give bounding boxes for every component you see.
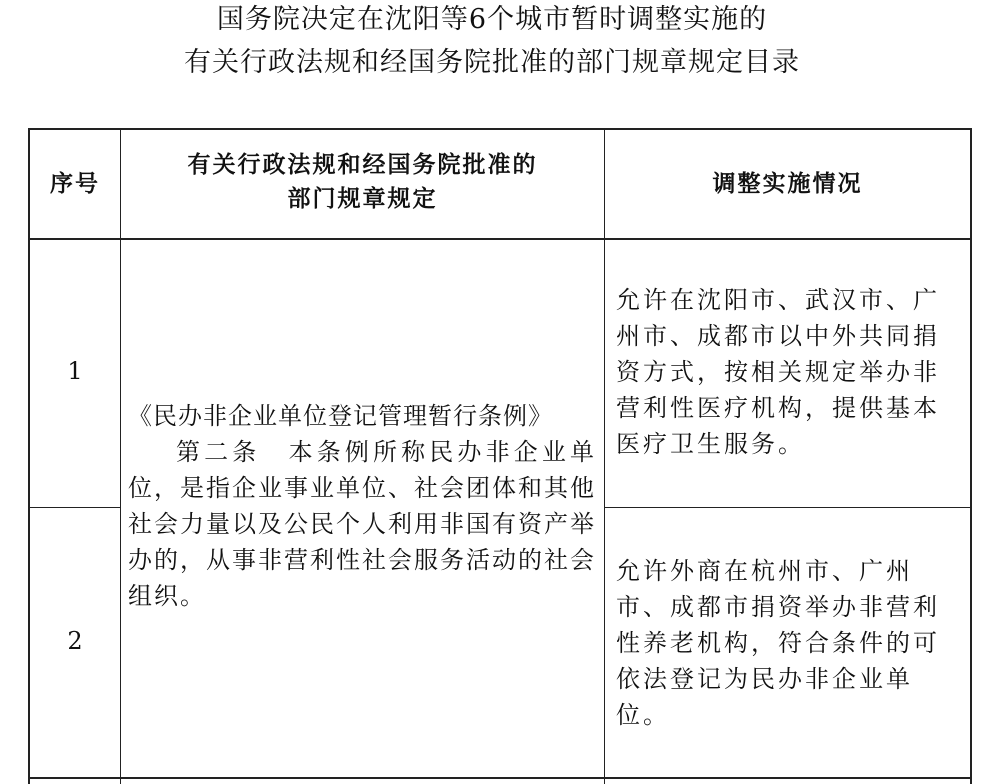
row1-bottom-border-seq: [28, 507, 121, 508]
row-1-seq: 1: [67, 357, 83, 385]
table-top-border: [28, 128, 972, 130]
header-regulation: [121, 148, 604, 216]
header-seq: 序号: [50, 171, 100, 197]
row-2-adjustment: 允许外商在杭州市、广州市、成都市捐资举办非营利性养老机构，符合条件的可依法登记为民办非企业单位。: [616, 557, 940, 729]
row-2-seq: 2: [67, 627, 83, 655]
header-regulation-line-1: 有关行政法规和经国务院批准的: [187, 152, 538, 178]
table-right-border: [970, 128, 972, 784]
table-left-border: [28, 128, 30, 784]
header-adjustment: 调整实施情况: [712, 171, 863, 197]
row-1-adjustment: 允许在沈阳市、武汉市、广州市、成都市以中外共同捐资方式，按相关规定举办非营利性医疗机构，提供基本医疗卫生服务。: [616, 286, 940, 458]
regulation-name: 《民办非企业单位登记管理暂行条例》: [128, 402, 553, 430]
document-title-line-1: 国务院决定在沈阳等6个城市暂时调整实施的: [216, 4, 768, 35]
header-bottom-border: [28, 238, 972, 240]
regulation-cell: [128, 398, 596, 614]
document-title-line-2: 有关行政法规和经国务院批准的部门规章规定目录: [184, 47, 800, 78]
regulation-article: 第二条 本条例所称民办非企业单位，是指企业事业单位、社会团体和其他社会力量以及公民个人利用非国有资产举办的，从事非营利性社会服务活动的社会组织。: [128, 438, 596, 610]
row1-bottom-border-adjustment: [604, 507, 972, 508]
column-divider-2: [604, 128, 605, 784]
column-divider-1: [120, 128, 121, 784]
header-regulation-line-2: 部门规章规定: [287, 186, 438, 212]
row2-bottom-border: [28, 777, 972, 779]
